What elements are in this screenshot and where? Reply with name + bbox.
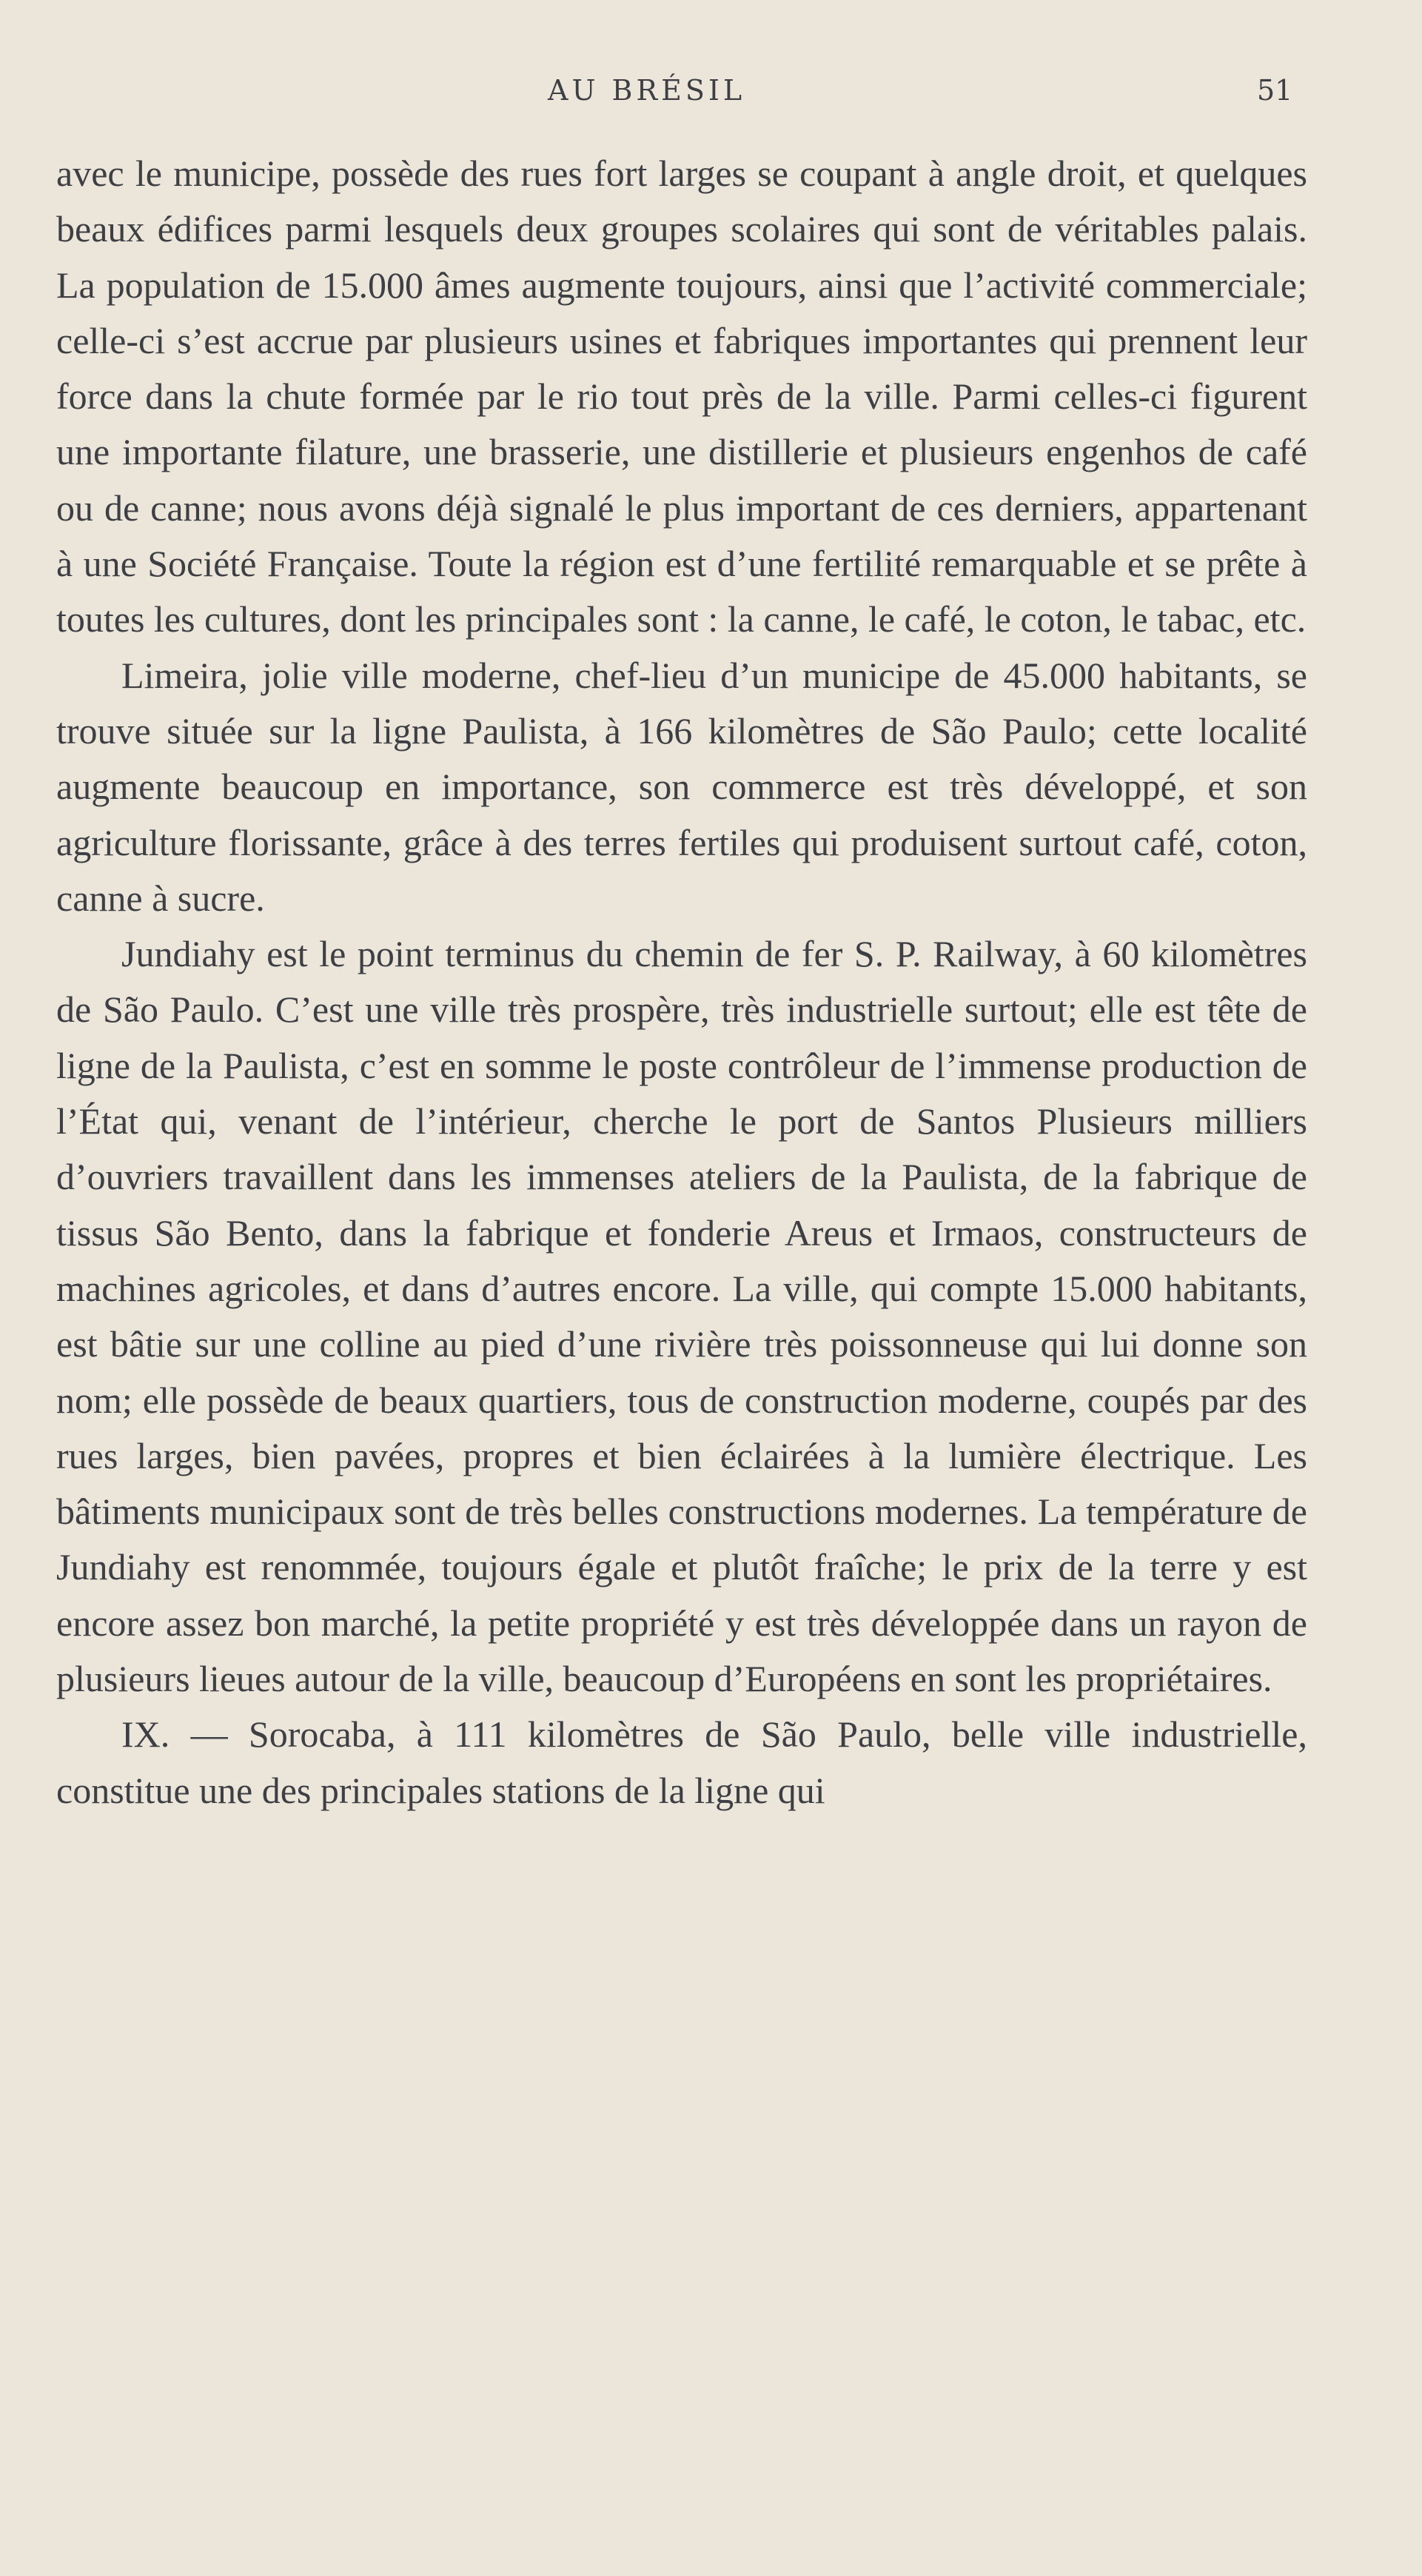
paragraph-continuation: avec le municipe, possède des rues fort larges se coupant à angle droit, et quelques beaux édifices parmi lesquels deux groupes scolaires qui sont de véritables palais. La population de 15.000 âmes augmente toujours, ainsi que l’activité commerciale; celle-ci s’est accrue par plusieurs usines et fabriques importantes qui prennent leur force dans la chute formée par le rio tout près de la ville. Parmi celles-ci figurent une importante filature, une brasserie, une distillerie et plusieurs engenhos de café ou de canne; nous avons déjà signalé le plus important de ces derniers, appartenant à une Société Française. Toute la région est d’une fertilité remarquable et se prête à toutes les cultures, dont les principales sont : la canne, le café, le coton, le tabac, etc. <box>56 153 1307 640</box>
page-header <box>0 74 1422 118</box>
paragraph-jundiahy: Jundiahy est le point terminus du chemin de fer S. P. Railway, à 60 kilomètres de São Paulo. C’est une ville très prospère, très industrielle surtout; elle est tête de ligne de la Paulista, c’est en somme le poste contrôleur de l’immense production de l’État qui, venant de l’intérieur, cherche le port de Santos Plusieurs milliers d’ouvriers travaillent dans les immenses ateliers de la Paulista, de la fabrique de tissus São Bento, dans la fabrique et fonderie Areus et Irmaos, constructeurs de machines agricoles, et dans d’autres encore. La ville, qui compte 15.000 habitants, est bâtie sur une colline au pied d’une rivière très poissonneuse qui lui donne son nom; elle possède de beaux quartiers, tous de construction moderne, coupés par des rues larges, bien pavées, propres et bien éclairées à la lumière électrique. Les bâtiments municipaux sont de très belles constructions modernes. La température de Jundiahy est renommée, toujours égale et plutôt fraîche; le prix de la terre y est encore assez bon marché, la petite propriété y est très développée dans un rayon de plusieurs lieues autour de la ville, beaucoup d’Européens en sont les propriétaires. <box>56 933 1307 1700</box>
body-text <box>56 146 1307 1819</box>
paragraph-sorocaba: IX. — Sorocaba, à 111 kilomètres de São Paulo, belle ville industrielle, constitue une des principales stations de la ligne qui <box>56 1713 1307 1811</box>
paragraph-limeira: Limeira, jolie ville moderne, chef-lieu d’un municipe de 45.000 habitants, se trouve située sur la ligne Paulista, à 166 kilomètres de São Paulo; cette localité augmente beaucoup en importance, son commerce est très développé, et son agriculture florissante, grâce à des terres fertiles qui produisent surtout café, coton, canne à sucre. <box>56 654 1307 919</box>
running-title: AU BRÉSIL <box>548 74 746 107</box>
page-number: 51 <box>1257 74 1293 107</box>
